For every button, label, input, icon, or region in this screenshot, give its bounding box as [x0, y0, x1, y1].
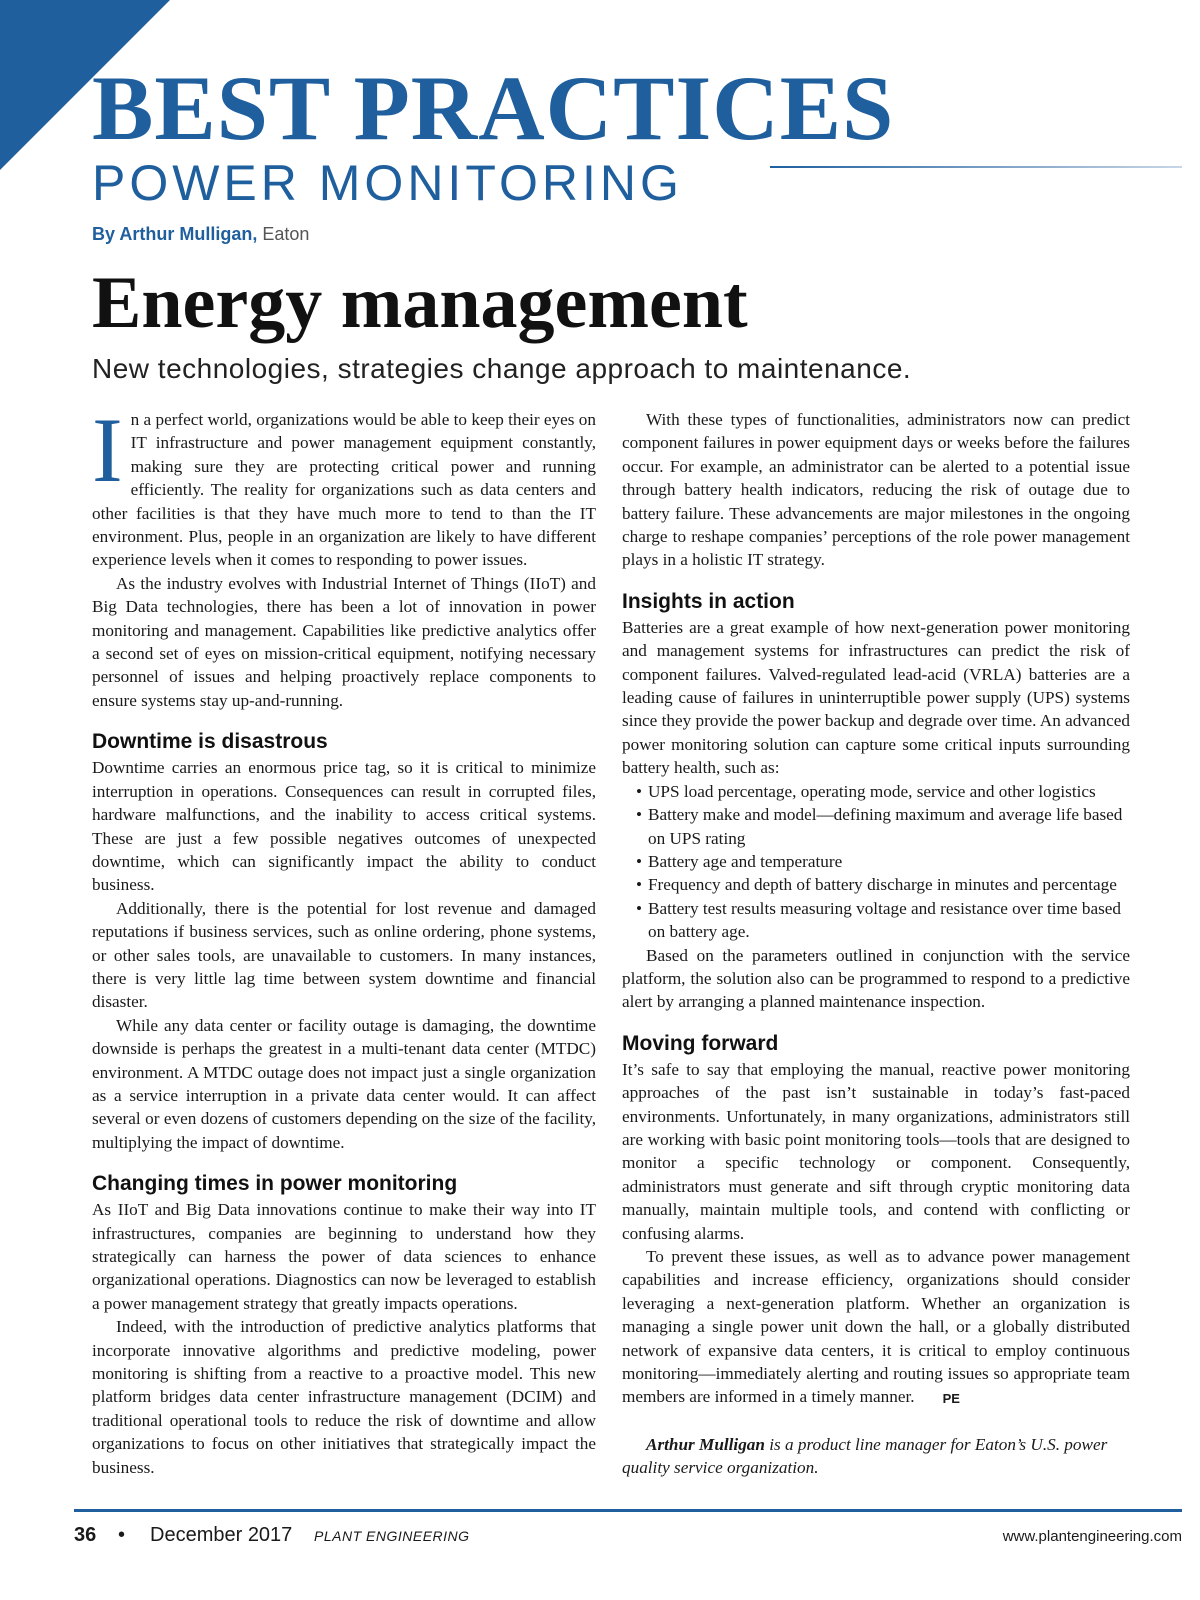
closing-text: To prevent these issues, as well as to advance power management capabilities and increase efficiency, organizations should consider leveraging a next-generation platform. Whether an organization is managing a single power unit down the hall, or a globally distributed network of expansive data centers, it is critical to employ continuous monitoring—immediately alerting and routing issues so appropriate team members are informed in a timely manner.	[622, 1247, 1130, 1407]
paragraph: It’s safe to say that employing the manual, reactive power monitoring approaches of the past isn’t sustainable in today’s fast-paced environments. Unfortunately, in many organizations, administrators still are working with basic point monitoring tools—tools that are designed to monitor a specific technology or component. Consequently, administrators must generate and sift through cryptic monitoring data manually, maintain multiple tools, and contend with conflicting or confusing alarms.	[622, 1059, 1130, 1243]
end-mark-icon: PE	[942, 1390, 960, 1406]
intro-paragraph	[92, 399, 596, 572]
section-rule	[770, 166, 1182, 168]
bio-text: is a product line manager for Eaton’s U.S. power quality service organization.	[622, 1434, 1108, 1478]
subheading-changing-times: Changing times in power monitoring	[92, 1172, 458, 1196]
left-column	[92, 399, 596, 1479]
list-item: • UPS load percentage, operating mode, service and other logistics	[648, 780, 1130, 803]
issue-date: December 2017	[150, 1524, 293, 1546]
paragraph: As the industry evolves with Industrial Internet of Things (IIoT) and Big Data technologies, there has been a lot of innovation in power monitoring and management. Capabilities like predictive analytics offer a second set of eyes on mission-critical equipment, notifying necessary personnel of issues and helping proactively replace components to ensure systems stay up-and-running.	[92, 573, 596, 710]
footer-rule	[74, 1509, 1182, 1512]
byline-company: Eaton	[262, 224, 310, 244]
paragraph: Additionally, there is the potential for lost revenue and damaged reputations if business services, such as online ordering, phone systems, or other sales tools, are unavailable to customers. In many instances, there is very little lag time between system downtime and financial disaster.	[92, 898, 596, 1012]
banner-title: BEST PRACTICES	[92, 57, 895, 159]
paragraph: Indeed, with the introduction of predictive analytics platforms that incorporate innovative algorithms and predictive modeling, power monitoring is shifting from a reactive to a proactive model. This new platform bridges data center infrastructure management (DCIM) and traditional operational tools to reduce the risk of downtime and allow organizations to focus on other initiatives that strategically impact the business.	[92, 1317, 596, 1477]
paragraph: Batteries are a great example of how next-generation power monitoring and management systems for infrastructures can predict the risk of component failures. Valved-regulated lead-acid (VRLA) batteries are a leading cause of failures in uninterruptible power supply (UPS) systems since they provide the power backup and degrade over time. An advanced power monitoring solution can capture some critical inputs surrounding battery health, such as:	[622, 617, 1130, 778]
battery-inputs-list	[622, 780, 1130, 944]
paragraph: Downtime carries an enormous price tag, so it is critical to minimize interruption in operations. Consequences can result in corrupted files, hardware malfunctions, and the inability to access critical systems. These are just a few possible negatives outcomes of unexpected downtime, which can significantly impact the ability to conduct business.	[92, 758, 596, 895]
magazine-name: PLANT ENGINEERING	[314, 1528, 470, 1544]
footer-separator: •	[118, 1524, 126, 1546]
article-headline: Energy management	[92, 262, 748, 344]
right-column	[622, 408, 1130, 1480]
paragraph: As IIoT and Big Data innovations continue to make their way into IT infrastructures, companies are beginning to understand how they strategically can harness the power of data sciences to enhance organizational operations. Diagnostics can now be leveraged to establish a power management strategy that greatly impacts operations.	[92, 1200, 596, 1313]
subheading-downtime: Downtime is disastrous	[92, 730, 328, 754]
list-item: • Battery make and model—defining maximum and average life based on UPS rating	[648, 803, 1130, 850]
page-footer	[74, 1524, 1182, 1554]
page-number: 36	[74, 1524, 97, 1546]
intro-text: n a perfect world, organizations would be able to keep their eyes on IT infrastructure and power management equipment constantly, making sure they are protecting critical power and running efficiently. The reality for organizations such as data centers and other facilities is that they have much more to tend to than the IT environment. Plus, people in an organization are likely to have different experience levels when it comes to responding to power issues.	[92, 410, 596, 570]
article-subheadline: New technologies, strategies change approach to maintenance.	[92, 353, 912, 384]
author-bio	[622, 1433, 1130, 1480]
closing-paragraph	[622, 1245, 1130, 1409]
byline-author: By Arthur Mulligan,	[92, 224, 258, 244]
website-link[interactable]: www.plantengineering.com	[1002, 1528, 1182, 1545]
list-item: • Battery test results measuring voltage and resistance over time based on battery age.	[648, 897, 1130, 944]
drop-cap: I	[92, 399, 123, 501]
subheading-insights: Insights in action	[622, 589, 795, 613]
list-item: • Battery age and temperature	[648, 850, 1130, 873]
bio-name: Arthur Mulligan	[646, 1434, 765, 1454]
subheading-moving-forward: Moving forward	[622, 1031, 779, 1055]
byline	[92, 224, 309, 245]
paragraph: While any data center or facility outage is damaging, the downtime downside is perhaps the greatest in a multi-tenant data center (MTDC) environment. A MTDC outage does not impact just a single organization as a service interruption in a private data center would. It can affect several or even dozens of customers depending on the size of the facility, multiplying the impact of downtime.	[92, 1015, 596, 1152]
list-item: • Frequency and depth of battery discharge in minutes and percentage	[648, 873, 1130, 896]
paragraph: Based on the parameters outlined in conjunction with the service platform, the solution also can be programmed to respond to a predictive alert by arranging a planned maintenance inspection.	[622, 945, 1130, 1012]
paragraph: With these types of functionalities, administrators now can predict component failures in power equipment days or weeks before the failures occur. For example, an administrator can be alerted to a potential issue through battery health indicators, reducing the risk of outage due to battery failure. These advancements are major milestones in the ongoing charge to reshape companies’ perceptions of the role power management plays in a holistic IT strategy.	[622, 410, 1130, 570]
section-label: POWER MONITORING	[92, 155, 683, 211]
